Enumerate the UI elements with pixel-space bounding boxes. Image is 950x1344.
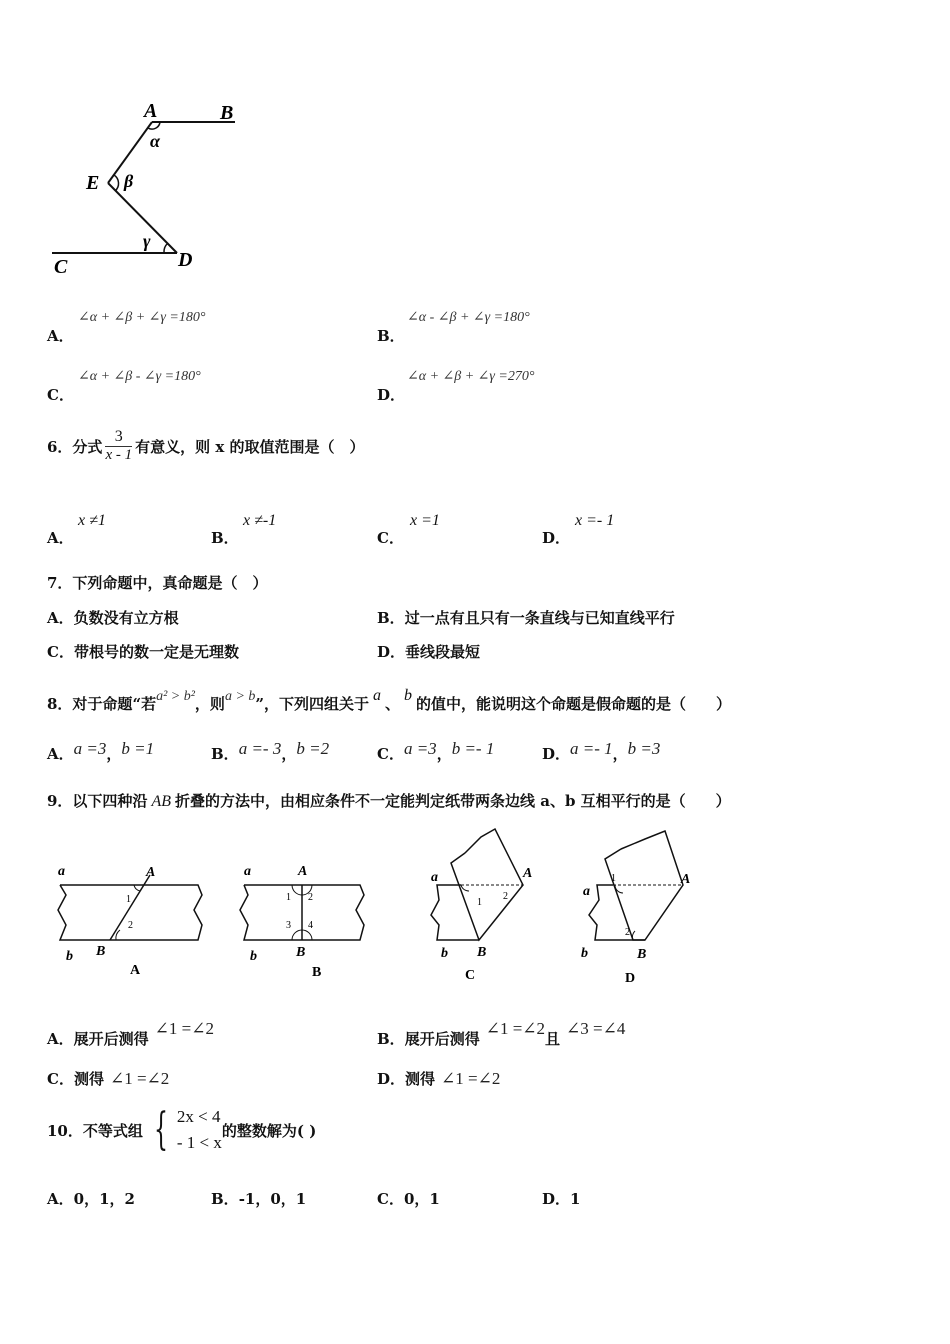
q7-option-d: D．垂线段最短 [377, 643, 481, 661]
q7-option-b: B．过一点有且只有一条直线与已知直线平行 [377, 609, 675, 627]
fold-figure-b [232, 860, 372, 982]
question-9-stem: 9．以下四种沿 AB 折叠的方法中，由相应条件不一定能判定纸带两条边线 a、b 互相平行的是（ ） [47, 792, 731, 810]
svg-text:D: D [625, 971, 636, 985]
q5-option-c-expr: ∠α + ∠β - ∠γ =180° [78, 369, 201, 384]
svg-text:B: B [296, 945, 306, 960]
svg-text:1: 1 [286, 892, 291, 903]
q8-option-d: D．a =- 1，b =3 [542, 739, 661, 763]
svg-text:4: 4 [308, 920, 313, 931]
q6-prefix: 6．分式 [47, 437, 103, 456]
q10-option-b: B．-1，0，1 [211, 1190, 307, 1208]
svg-text:B: B [312, 965, 322, 980]
fold-figure-c [425, 825, 545, 985]
q8-option-a: A．a =3，b =1 [47, 739, 155, 763]
q6-option-a-label: A． [47, 529, 74, 547]
svg-text:3: 3 [286, 920, 291, 931]
svg-text:2: 2 [128, 920, 133, 931]
svg-text:A: A [146, 865, 156, 880]
q9-option-d: D．测得 ∠1 =∠2 [377, 1069, 501, 1088]
q6-option-d-label: D． [542, 529, 571, 547]
svg-text:a: a [58, 864, 65, 879]
svg-text:B: B [637, 947, 647, 962]
svg-text:a: a [583, 884, 590, 899]
q8-option-b: B．a =- 3，b =2 [211, 739, 330, 763]
svg-text:a: a [431, 870, 438, 885]
svg-text:B: B [96, 944, 106, 959]
svg-text:1: 1 [126, 894, 131, 905]
q5-option-d-expr: ∠α + ∠β + ∠γ =270° [407, 369, 535, 384]
q6-option-b-label: B． [211, 529, 239, 547]
q6-suffix: 有意义，则 x 的取值范围是（ ） [135, 437, 365, 456]
svg-text:b: b [441, 946, 448, 961]
question-7-stem: 7．下列命题中，真命题是（ ） [47, 574, 268, 592]
label-B: B [220, 102, 234, 124]
label-gamma: γ [143, 231, 151, 251]
svg-text:A: A [298, 864, 308, 879]
svg-text:b: b [250, 949, 257, 964]
q10-option-a: A．0，1，2 [47, 1190, 135, 1208]
svg-text:A: A [523, 866, 533, 881]
svg-text:C: C [465, 968, 476, 983]
q7-option-c: C．带根号的数一定是无理数 [47, 643, 239, 661]
label-A: A [144, 100, 158, 122]
q9-option-b: B．展开后测得∠1 =∠2且∠3 =∠4 [377, 1019, 626, 1048]
q6-numerator: 3 [105, 428, 132, 447]
q5-option-b-label: B． [377, 327, 405, 345]
q9-option-c: C．测得 ∠1 =∠2 [47, 1069, 170, 1088]
q5-option-d-label: D． [377, 386, 406, 404]
svg-text:A: A [130, 963, 141, 978]
q6-option-c-label: C． [377, 529, 404, 547]
svg-text:B: B [477, 945, 487, 960]
svg-text:a: a [244, 864, 251, 879]
q8-conclusion: a > b [224, 689, 256, 704]
label-alpha: α [150, 131, 160, 151]
q6-option-a-expr: x ≠1 [78, 512, 106, 529]
label-C: C [54, 256, 68, 278]
fold-figure-a [50, 860, 220, 980]
svg-text:1: 1 [611, 873, 616, 884]
q9-option-a: A．展开后测得∠1 =∠2 [47, 1019, 214, 1048]
question-10-stem: 10．不等式组 { 2x < 4 - 1 < x 的整数解为( ) [47, 1104, 317, 1155]
svg-text:A: A [681, 872, 691, 887]
fold-figure-d [575, 825, 705, 985]
svg-text:2: 2 [625, 927, 630, 938]
svg-text:2: 2 [308, 892, 313, 903]
geometry-figure-q5 [40, 95, 260, 280]
q5-option-b-expr: ∠α - ∠β + ∠γ =180° [407, 310, 530, 325]
svg-text:1: 1 [477, 897, 482, 908]
q6-fraction [105, 428, 132, 464]
q10-brace: { [153, 1104, 168, 1155]
q7-option-a: A．负数没有立方根 [47, 609, 179, 627]
q5-option-c-label: C． [47, 386, 74, 404]
svg-text:b: b [581, 946, 588, 961]
q6-denominator: x - 1 [105, 447, 133, 463]
question-8-stem: 8．对于命题“若a² > b²，则a > b”，下列四组关于 a 、 b 的值中，能说明这个命题是假命题的是（ ） [47, 687, 732, 713]
q8-option-c: C．a =3，b =- 1 [377, 739, 495, 763]
q6-option-b-expr: x ≠-1 [243, 512, 277, 529]
q5-option-a-label: A． [47, 327, 74, 345]
q8-condition: a² > b² [156, 689, 195, 704]
label-beta: β [124, 171, 134, 191]
q6-option-d-expr: x =- 1 [575, 512, 615, 529]
q10-system: 2x < 4 - 1 < x [176, 1107, 222, 1152]
q5-option-a-expr: ∠α + ∠β + ∠γ =180° [78, 310, 206, 325]
q10-option-c: C．0，1 [377, 1190, 440, 1208]
label-E: E [86, 172, 100, 194]
q10-option-d: D．1 [542, 1190, 581, 1208]
label-D: D [178, 249, 193, 271]
svg-text:b: b [66, 949, 73, 964]
q6-option-c-expr: x =1 [410, 512, 440, 529]
question-6-stem [47, 428, 364, 464]
svg-text:2: 2 [503, 891, 508, 902]
